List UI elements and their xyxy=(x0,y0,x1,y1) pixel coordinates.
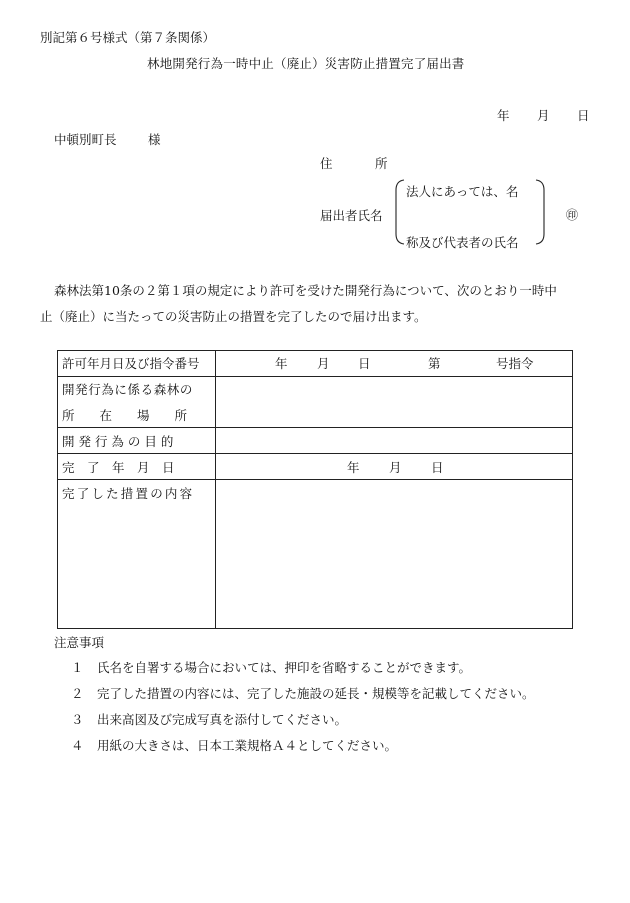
table-border-bottom xyxy=(57,628,573,629)
note-text: 完了した措置の内容には、完了した施設の延長・規模等を記載してください。 xyxy=(97,686,535,701)
date-month-label: 月 xyxy=(537,108,550,123)
development-purpose-label: 開 発 行 為 の 目 的 xyxy=(62,434,174,449)
forest-location-field[interactable] xyxy=(216,377,572,427)
development-purpose-field[interactable] xyxy=(216,428,572,453)
permit-day-label: 日 xyxy=(358,356,371,371)
body-paragraph-line-2: 止（廃止）に当たっての災害防止の措置を完了したので届け出ます。 xyxy=(40,309,427,324)
notes-heading: 注意事項 xyxy=(54,635,105,650)
addressee-name: 中頓別町長 xyxy=(54,132,117,147)
address-label-second-char: 所 xyxy=(375,156,388,171)
permit-number-prefix: 第 xyxy=(428,356,441,371)
bracket-note-line-2: 称及び代表者の氏名 xyxy=(406,235,519,250)
body-paragraph-line-1: 森林法第10条の２第１項の規定により許可を受けた開発行為について、次のとおり一時中 xyxy=(54,283,557,298)
completion-month-label: 月 xyxy=(389,460,402,475)
measures-content-field[interactable] xyxy=(216,480,572,628)
date-day-label: 日 xyxy=(577,108,590,123)
bracket-note-line-1: 法人にあっては、名 xyxy=(406,184,519,199)
note-text: 用紙の大きさは、日本工業規格Ａ４としてください。 xyxy=(97,738,398,753)
addressee-honorific: 様 xyxy=(148,132,161,147)
note-number: １ xyxy=(71,660,84,675)
note-number: ３ xyxy=(71,712,84,727)
permit-number-suffix: 号指令 xyxy=(496,356,534,371)
permit-year-label: 年 xyxy=(275,356,288,371)
permit-info-field[interactable] xyxy=(216,351,572,376)
measures-content-label: 完了した措置の内容 xyxy=(62,486,195,501)
table-border-left xyxy=(57,350,58,629)
document-title: 林地開発行為一時中止（廃止）災害防止措置完了届出書 xyxy=(147,56,465,71)
note-text: 出来高図及び完成写真を添付してください。 xyxy=(97,712,348,727)
note-number: ４ xyxy=(71,738,84,753)
right-bracket xyxy=(536,180,544,244)
note-text: 氏名を自署する場合においては、押印を省略することができます。 xyxy=(97,660,472,675)
completion-date-label: 完 了 年 月 日 xyxy=(62,460,175,475)
forest-location-label-line-2: 所 在 場 所 xyxy=(62,408,188,423)
seal-mark: ㊞ xyxy=(566,208,579,222)
table-border-right xyxy=(572,350,573,629)
applicant-name-label: 届出者氏名 xyxy=(320,208,383,223)
completion-day-label: 日 xyxy=(431,460,444,475)
completion-date-field[interactable] xyxy=(216,454,572,479)
permit-month-label: 月 xyxy=(317,356,330,371)
form-number: 別記第６号様式（第７条関係） xyxy=(40,30,216,45)
forest-location-label-line-1: 開発行為に係る森林の xyxy=(62,382,194,397)
date-year-label: 年 xyxy=(497,108,510,123)
note-number: ２ xyxy=(71,686,84,701)
address-label-first-char: 住 xyxy=(320,156,333,171)
completion-year-label: 年 xyxy=(347,460,360,475)
left-bracket xyxy=(396,180,404,244)
permit-date-label: 許可年月日及び指令番号 xyxy=(62,356,200,371)
